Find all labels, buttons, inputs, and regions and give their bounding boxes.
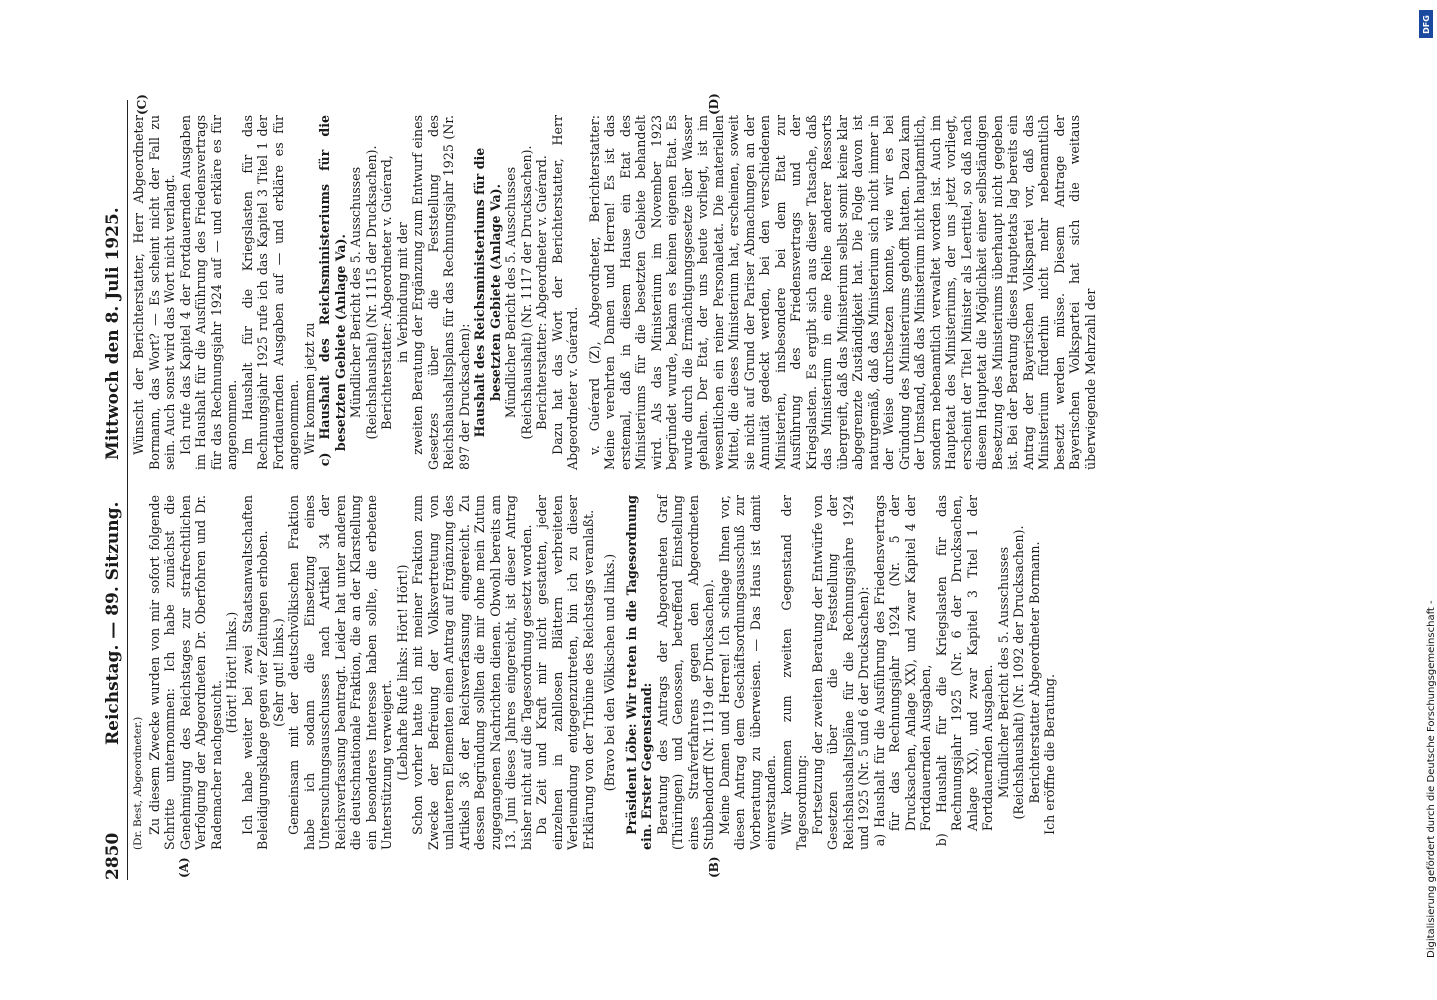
connector-text: in Verbindung mit der xyxy=(394,222,410,363)
margin-mark-d: (D) xyxy=(707,93,721,115)
report-reference: Mündlicher Bericht des 5. Ausschusses (Reichshaushalt) (Nr. 1092 der Drucksachen). xyxy=(995,525,1026,820)
report-reference: Mündlicher Bericht des 5. Ausschusses (Reichshaushalt) (Nr. 1115 der Drucksachen). xyxy=(348,145,379,440)
paragraph: Zu diesem Zwecke wurden von mir sofort folgende Schritte unternommen: Ich habe zunächst die Genehmigung des Reichstages zur strafrechtlichen Verfolgung der Abgeordneten Dr. Oberfohren und Dr. Rademacher nachgesucht. xyxy=(146,495,224,850)
paragraph: Dazu hat das Wort der Berichterstatter, Herr Abgeordneter v. Guérard. xyxy=(549,115,580,470)
page-header xyxy=(97,100,128,880)
agenda-item-b: b) Haushalt für die Kriegslasten für das Rechnungsjahr 1925 (Nr. 6 der Drucksachen, Anlage XX), und zwar Kapitel 3 Titel 1 der Fortdauernden Ausgaben. xyxy=(933,495,995,847)
margin-mark-b: (B) xyxy=(707,856,721,878)
paragraph: Da Zeit und Kraft mir nicht gestatten, jeder einzelnen in zahllosen Blättern verbreiteten Verleumdung entgegenzutreten, bin ich zu dieser Erklärung von der Tribüne des Reichstags veranlaßt. xyxy=(534,495,596,850)
left-column xyxy=(131,495,1331,850)
paragraph: Fortsetzung der zweiten Beratung der Entwürfe von Gesetzen über die Feststellung der Reichshaushaltspläne für die Rechnungsjahre 1924 und 1925 (Nr. 5 und 6 der Drucksachen): xyxy=(809,495,871,850)
interjection: (Bravo bei den Völkischen und links.) xyxy=(602,553,617,792)
paragraph: Meine Damen und Herren! Ich schlage Ihnen vor, diesen Antrag dem Geschäftsordnungsausschuß zur Vorberatung zu überweisen. — Das Haus ist damit einverstanden. xyxy=(716,495,778,850)
header-left-title: Reichstag. — 89. Sitzung. xyxy=(103,501,123,745)
rapporteur: Berichterstatter Abgeordneter Bormann. xyxy=(1026,541,1042,804)
paragraph: Wir kommen zum zweiten Gegenstand der Tagesordnung: xyxy=(778,495,809,850)
paragraph: Wünscht der Berichterstatter, Herr Abgeordneter Bormann, das Wort? — Es scheint nicht der Fall zu sein. Auch sonst wird das Wort nicht verlangt. xyxy=(131,115,177,470)
paragraph: zweiten Beratung der Ergänzung zum Entwurf eines Gesetzes über die Feststellung des Reichshaushaltsplans für das Rechnungsjahr 1925 (Nr. 897 der Drucksachen): xyxy=(410,115,472,470)
interjection: (Sehr gut! links.) xyxy=(270,618,286,727)
paragraph: Gemeinsam mit der deutschvölkischen Fraktion habe ich sodann die Einsetzung eines Untersuchungsausschusses nach Artikel 34 der Reichsverfassung beantragt. Leider hat unter anderen die deutschnationale Fraktion, die an der Klarstellung ein besonderes Interesse haben sollte, die erbetene Unterstützung verweigert. xyxy=(286,495,394,850)
rapporteur: Berichterstatter: Abgeordneter v. Guérard, xyxy=(379,155,394,430)
right-column xyxy=(131,115,1331,470)
digitization-credit: Digitalisierung gefördert durch die Deutsche Forschungsgemeinschaft - xyxy=(1426,600,1437,958)
margin-mark-a: (A) xyxy=(177,857,191,878)
paragraph: Ich eröffne die Beratung. xyxy=(1042,674,1057,835)
paragraph: Wir kommen jetzt zu xyxy=(301,322,317,455)
scanned-page xyxy=(97,93,1342,880)
paragraph: Beratung des Antrags der Abgeordneten Graf (Thüringen) und Genossen, betreffend Einstellung eines Strafverfahrens gegen den Abgeordneten Stubbendorff (Nr. 1119 der Drucksachen). xyxy=(654,495,716,850)
agenda-item-title: Haushalt des Reichsministeriums für die besetzten Gebiete (Anlage Va). xyxy=(472,147,503,438)
interjection: (Hört! Hört! links.) xyxy=(224,611,239,734)
agenda-item-c: c) Haushalt des Reichsministeriums für die besetzten Gebiete (Anlage Va). xyxy=(317,115,348,467)
interjection: (Lebhafte Rufe links: Hört! Hört!) xyxy=(394,564,410,781)
page-number: 2850 xyxy=(103,832,123,880)
paragraph: Ich habe weiter bei zwei Staatsanwaltschaften Beleidigungsklage gegen vier Zeitungen erhoben. xyxy=(239,495,270,850)
paragraph: Im Haushalt für die Kriegslasten für das Rechnungsjahr 1925 rufe ich das Kapitel 3 Titel 1 der Fortdauernden Ausgaben auf — und erkläre es für angenommen. xyxy=(239,115,301,470)
rapporteur: Berichterstatter: Abgeordneter v. Guérard. xyxy=(534,155,549,430)
paragraph: Ich rufe das Kapitel 4 der Fortdauernden Ausgaben im Haushalt für die Ausführung des Friedensvertrags für das Rechnungsjahr 1924 auf — und erkläre es für angenommen. xyxy=(177,115,239,470)
header-right-title: Mittwoch den 8. Juli 1925. xyxy=(103,207,123,460)
president-statement: Präsident Löbe: Wir treten in die Tagesordnung ein. Erster Gegenstand: xyxy=(623,495,654,850)
speaker-reference: (Dr. Best, Abgeordneter.) xyxy=(132,716,144,850)
agenda-item-a: a) Haushalt für die Ausführung des Friedensvertrags für das Rechnungsjahr 1924 (Nr. 5 der Drucksachen, Anlage XX), und zwar Kapitel 4 der Fortdauernden Ausgaben, xyxy=(871,495,933,847)
report-reference: Mündlicher Bericht des 5. Ausschusses (Reichshaushalt) (Nr. 1117 der Drucksachen). xyxy=(503,145,534,440)
margin-mark-c: (C) xyxy=(135,94,149,115)
speech-paragraph: v. Guérard (Z), Abgeordneter, Berichterstatter: Meine verehrten Damen und Herren! Es ist das erstemal, daß in diesem Hause ein Etat des Ministeriums für die besetzten Gebiete behandelt wird. Als das Ministerium im November 1923 begründet wurde, bekam es keinen eigenen Etat. Es wurde durch die Ermächtigungsgesetze über Wasser gehalten. Der Etat, der uns heute vorliegt, ist im wesentlichen ein reiner Personaletat. Die materiellen Mittel, die dieses Ministerium hat, erscheinen, soweit sie nicht auf Grund der Pariser Abmachungen an der Annuität gedeckt werden, bei den verschiedenen Ministerien, insbesondere bei dem Etat zur Ausführung des Friedensvertrags und der Kriegslasten. Es ergibt sich aus dieser Tatsache, daß das Ministerium in eine Reihe anderer Ressorts übergreift, daß das Ministerium selbst somit keine klar abgegrenzte Zuständigkeit hat. Die Folge davon ist naturgemäß, daß das Ministerium sich nicht immer in der Weise durchsetzen konnte, wie wir es bei Gründung des Ministeriums gehofft hatten. Dazu kam der Umstand, daß das Ministerium nicht hauptamtlich, sondern nebenamtlich verwaltet worden ist. Auch im Hauptetat des Ministeriums, der uns jetzt vorliegt, erscheint der Titel Minister als Leertitel, so daß nach diesem Hauptetat die Möglichkeit einer selbständigen Besetzung des Ministeriums überhaupt nicht gegeben ist. Bei der Beratung dieses Hauptetats lag bereits ein Antrag der Bayerischen Volkspartei vor, daß das Ministerium fürderhin nicht mehr nebenamtlich besetzt werden müsse. Diesem Antrage der Bayerischen Volkspartei hat sich die weitaus überwiegende Mehrzahl der xyxy=(586,115,1098,470)
dfg-logo: DFG xyxy=(1419,10,1433,38)
paragraph: Schon vorher hatte ich mit meiner Fraktion zum Zwecke der Befreiung der Volksvertretung von unlauteren Elementen einen Antrag auf Ergänzung des Artikels 36 der Reichsverfassung eingereicht. Zu dessen Begründung sollten die mir ohne mein Zutun zugegangenen Nachrichten dienen. Obwohl bereits am 13. Juni dieses Jahres eingereicht, ist dieser Antrag bisher nicht auf die Tagesordnung gesetzt worden. xyxy=(410,495,534,850)
